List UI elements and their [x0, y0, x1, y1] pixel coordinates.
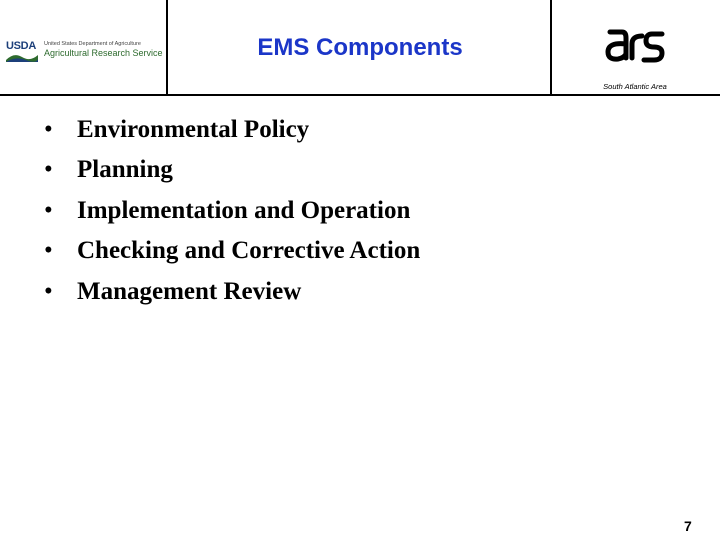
usda-mark-icon [6, 40, 38, 62]
page-number: 7 [684, 518, 692, 534]
bullet-text: Implementation and Operation [77, 196, 411, 224]
bullet-text: Checking and Corrective Action [77, 237, 421, 265]
bullet-text: Management Review [77, 277, 302, 305]
header-rule [0, 94, 720, 96]
bullet-text: Environmental Policy [77, 116, 310, 143]
area-label: South Atlantic Area [603, 82, 667, 91]
bullet-item [44, 110, 420, 150]
usda-agency-line: Agricultural Research Service [44, 48, 163, 58]
bullet-marker: • [44, 156, 53, 184]
usda-department-line: United States Department of Agriculture [44, 41, 141, 47]
usda-wordmark: USDA [6, 40, 36, 52]
usda-ars-logo [6, 40, 166, 64]
bullet-item [44, 150, 420, 190]
bullet-marker: • [44, 116, 53, 143]
bullet-marker: • [44, 237, 53, 265]
bullet-item [44, 272, 420, 312]
usda-agency-text [44, 41, 163, 58]
slide-title: EMS Components [257, 34, 463, 61]
bullet-marker: • [44, 277, 53, 305]
bullet-marker: • [44, 196, 53, 224]
slide-header [0, 0, 720, 96]
usda-hills-icon [6, 52, 38, 62]
ars-logo-icon [604, 24, 668, 68]
bullet-list [44, 110, 420, 312]
bullet-text: Planning [77, 156, 173, 184]
bullet-item [44, 231, 420, 271]
bullet-item [44, 191, 420, 231]
